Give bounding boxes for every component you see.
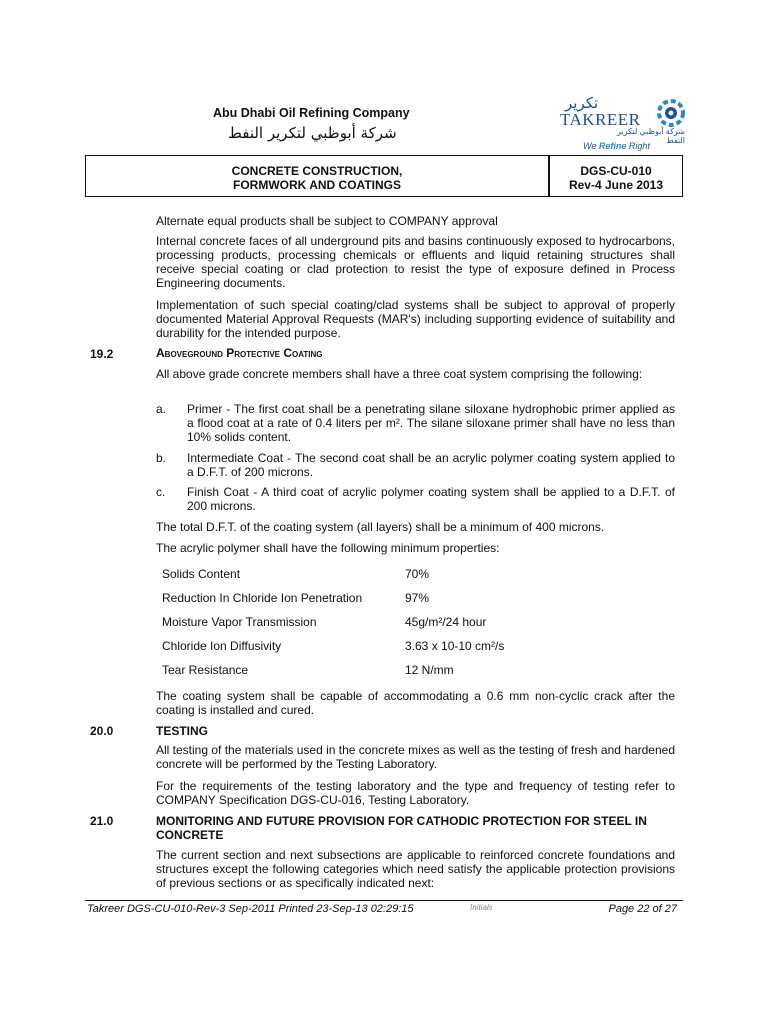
footer-document-info: Takreer DGS-CU-010-Rev-3 Sep-2011 Printed 23-Sep-13 02:29:15	[87, 903, 414, 915]
property-value: 3.63 x 10-10 cm²/s	[405, 639, 505, 653]
logo-name: TAKREER	[560, 110, 641, 129]
list-marker-b: b.	[156, 451, 167, 465]
property-value: 97%	[405, 591, 430, 605]
document-header-box	[85, 155, 683, 197]
document-code: DGS-CU-010 Rev-4 June 2013	[568, 164, 664, 192]
property-name: Chloride Ion Diffusivity	[162, 639, 282, 653]
section-title-19-2: Aboveground Protective Coating	[156, 346, 323, 360]
section-number-19-2: 19.2	[90, 347, 114, 361]
list-marker-c: c.	[156, 485, 166, 499]
section-title-21: MONITORING AND FUTURE PROVISION FOR CATHODIC PROTECTION FOR STEEL IN CONCRETE	[156, 814, 647, 842]
property-value: 45g/m²/24 hour	[405, 615, 487, 629]
footer-initials: Initials	[470, 903, 493, 912]
property-name: Solids Content	[162, 567, 241, 581]
section-title-20: TESTING	[156, 724, 209, 738]
list-item-primer: Primer - The first coat shall be a penetrating silane siloxane hydrophobic primer applied as a flood coat at a rate of 0.4 liters per m². The silane siloxane primer shall have no less than 10% solids content.	[187, 402, 675, 444]
list-item-intermediate: Intermediate Coat - The second coat shall be an acrylic polymer coating system applied to a D.F.T. of 200 microns.	[187, 451, 675, 479]
footer-page-number: Page 22 of 27	[608, 903, 677, 915]
property-name: Moisture Vapor Transmission	[162, 615, 317, 629]
document-title: CONCRETE CONSTRUCTION, FORMWORK AND COATINGS	[231, 164, 403, 192]
logo-gear-icon	[655, 97, 687, 129]
paragraph-testing-laboratory: For the requirements of the testing laboratory and the type and frequency of testing refer to COMPANY Specification DGS-CU-016, Testing Laboratory.	[156, 779, 675, 807]
logo-slogan: We Refine Right	[583, 141, 650, 151]
company-name: Abu Dhabi Oil Refining Company	[213, 106, 410, 120]
paragraph-crack-accommodation: The coating system shall be capable of accommodating a 0.6 mm non-cyclic crack after the coating is installed and cured.	[156, 689, 675, 717]
paragraph-three-coat: All above grade concrete members shall have a three coat system comprising the following:	[156, 367, 643, 381]
footer-rule	[85, 900, 683, 901]
logo-arabic-subtitle: شركة أبوظبي لتكرير النفط	[616, 127, 685, 145]
paragraph-internal-faces: Internal concrete faces of all underground pits and basins continuously exposed to hydrocarbons, processing products, processing chemicals or effluents and liquid retaining structures shall receive special coating or clad protection to resist the type of exposure defined in Process Engineering documents.	[156, 234, 675, 290]
section-number-21: 21.0	[90, 814, 114, 828]
company-name-arabic: شركة أبوظبي لتكرير النفط	[228, 124, 397, 142]
paragraph-min-properties: The acrylic polymer shall have the following minimum properties:	[156, 541, 500, 555]
property-value: 12 N/mm	[405, 663, 454, 677]
paragraph-alternate-products: Alternate equal products shall be subject to COMPANY approval	[156, 214, 498, 228]
section-number-20: 20.0	[90, 724, 114, 738]
list-marker-a: a.	[156, 402, 167, 416]
property-name: Tear Resistance	[162, 663, 249, 677]
paragraph-total-dft: The total D.F.T. of the coating system (all layers) shall be a minimum of 400 microns.	[156, 520, 605, 534]
paragraph-testing: All testing of the materials used in the concrete mixes as well as the testing of fresh and hardened concrete will be performed by the Testing Laboratory.	[156, 743, 675, 771]
logo-arabic: تكرير	[565, 95, 599, 112]
list-item-finish: Finish Coat - A third coat of acrylic polymer coating system shall be applied to a D.F.T. of 200 microns.	[187, 485, 675, 513]
paragraph-implementation: Implementation of such special coating/clad systems shall be subject to approval of properly documented Material Approval Requests (MAR's) including supporting evidence of suitability and durability for the intended purpose.	[156, 298, 675, 340]
property-value: 70%	[405, 567, 430, 581]
takreer-logo	[555, 94, 685, 154]
paragraph-current-section: The current section and next subsections are applicable to reinforced concrete foundations and structures except the following categories which need satisfy the applicable protection provisions of previous sections or as specifically indicated next:	[156, 848, 675, 890]
property-name: Reduction In Chloride Ion Penetration	[162, 591, 363, 605]
